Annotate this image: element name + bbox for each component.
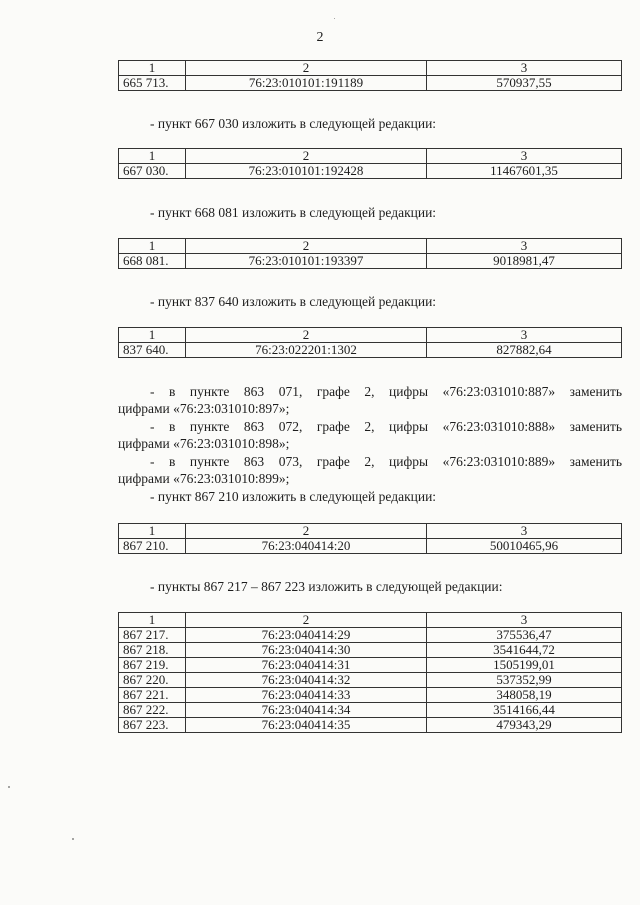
- table-header-row: [119, 613, 622, 628]
- cell-value: 375536,47: [427, 628, 622, 643]
- cell-value: 3514166,44: [427, 703, 622, 718]
- cell-value: 1505199,01: [427, 658, 622, 673]
- header-cell: 1: [119, 328, 186, 343]
- table-row: [119, 254, 622, 269]
- header-cell: 1: [119, 149, 186, 164]
- paragraph-item-867210: - пункт 867 210 изложить в следующей редакции:: [150, 489, 437, 504]
- header-cell: 1: [119, 613, 186, 628]
- paragraph-item-863071-line2: цифрами «76:23:031010:897»;: [118, 401, 290, 416]
- header-cell: 2: [186, 613, 427, 628]
- cell-item-number: 867 221.: [119, 688, 186, 703]
- header-cell: 3: [427, 149, 622, 164]
- header-cell: 2: [186, 61, 427, 76]
- paragraph-items-867217-867223: - пункты 867 217 – 867 223 изложить в следующей редакции:: [150, 579, 503, 594]
- paragraph-item-863071-line1: - в пункте 863 071, графе 2, цифры «76:23:031010:887» заменить: [150, 384, 622, 399]
- paragraph-item-837640: - пункт 837 640 изложить в следующей редакции:: [150, 294, 437, 309]
- cell-item-number: 867 217.: [119, 628, 186, 643]
- table-867217-867223: [118, 612, 622, 733]
- header-cell: 1: [119, 524, 186, 539]
- table-row: [119, 658, 622, 673]
- table-row: [119, 539, 622, 554]
- cell-value: 827882,64: [427, 343, 622, 358]
- table-row: [119, 643, 622, 658]
- cell-value: 537352,99: [427, 673, 622, 688]
- scan-speck: [8, 786, 10, 788]
- cell-value: 570937,55: [427, 76, 622, 91]
- header-cell: 2: [186, 328, 427, 343]
- cell-cadastral-number: 76:23:040414:31: [186, 658, 427, 673]
- scan-speck: [334, 18, 335, 19]
- cell-value: 11467601,35: [427, 164, 622, 179]
- table-row: [119, 628, 622, 643]
- cell-item-number: 837 640.: [119, 343, 186, 358]
- paragraph-item-863072-line1: - в пункте 863 072, графе 2, цифры «76:23:031010:888» заменить: [150, 419, 622, 434]
- header-cell: 3: [427, 61, 622, 76]
- header-cell: 2: [186, 239, 427, 254]
- cell-cadastral-number: 76:23:040414:34: [186, 703, 427, 718]
- table-667030: [118, 148, 622, 179]
- header-cell: 2: [186, 149, 427, 164]
- cell-cadastral-number: 76:23:040414:33: [186, 688, 427, 703]
- cell-cadastral-number: 76:23:040414:35: [186, 718, 427, 733]
- table-header-row: [119, 61, 622, 76]
- header-cell: 3: [427, 328, 622, 343]
- table-row: [119, 688, 622, 703]
- cell-item-number: 867 218.: [119, 643, 186, 658]
- table-row: [119, 164, 622, 179]
- cell-value: 348058,19: [427, 688, 622, 703]
- paragraph-item-863072-line2: цифрами «76:23:031010:898»;: [118, 436, 290, 451]
- table-header-row: [119, 239, 622, 254]
- table-668081: [118, 238, 622, 269]
- cell-item-number: 867 223.: [119, 718, 186, 733]
- cell-item-number: 665 713.: [119, 76, 186, 91]
- table-row: [119, 703, 622, 718]
- table-665713: [118, 60, 622, 91]
- cell-cadastral-number: 76:23:040414:32: [186, 673, 427, 688]
- cell-cadastral-number: 76:23:010101:192428: [186, 164, 427, 179]
- cell-item-number: 867 219.: [119, 658, 186, 673]
- cell-item-number: 867 222.: [119, 703, 186, 718]
- cell-item-number: 668 081.: [119, 254, 186, 269]
- scan-speck: [72, 838, 74, 840]
- cell-value: 479343,29: [427, 718, 622, 733]
- table-row: [119, 76, 622, 91]
- paragraph-item-863073-line2: цифрами «76:23:031010:899»;: [118, 471, 290, 486]
- page-number: 2: [316, 30, 324, 45]
- cell-item-number: 667 030.: [119, 164, 186, 179]
- paragraph-item-667030: - пункт 667 030 изложить в следующей редакции:: [150, 116, 437, 131]
- header-cell: 3: [427, 613, 622, 628]
- cell-cadastral-number: 76:23:022201:1302: [186, 343, 427, 358]
- cell-cadastral-number: 76:23:010101:193397: [186, 254, 427, 269]
- table-header-row: [119, 524, 622, 539]
- cell-item-number: 867 220.: [119, 673, 186, 688]
- header-cell: 1: [119, 61, 186, 76]
- table-row: [119, 343, 622, 358]
- table-837640: [118, 327, 622, 358]
- cell-cadastral-number: 76:23:010101:191189: [186, 76, 427, 91]
- table-header-row: [119, 149, 622, 164]
- cell-value: 50010465,96: [427, 539, 622, 554]
- table-header-row: [119, 328, 622, 343]
- table-867210: [118, 523, 622, 554]
- cell-cadastral-number: 76:23:040414:30: [186, 643, 427, 658]
- header-cell: 3: [427, 239, 622, 254]
- table-row: [119, 673, 622, 688]
- table-row: [119, 718, 622, 733]
- cell-cadastral-number: 76:23:040414:20: [186, 539, 427, 554]
- cell-item-number: 867 210.: [119, 539, 186, 554]
- header-cell: 2: [186, 524, 427, 539]
- cell-value: 9018981,47: [427, 254, 622, 269]
- cell-value: 3541644,72: [427, 643, 622, 658]
- paragraph-item-668081: - пункт 668 081 изложить в следующей редакции:: [150, 205, 437, 220]
- cell-cadastral-number: 76:23:040414:29: [186, 628, 427, 643]
- paragraph-item-863073-line1: - в пункте 863 073, графе 2, цифры «76:23:031010:889» заменить: [150, 454, 622, 469]
- header-cell: 3: [427, 524, 622, 539]
- header-cell: 1: [119, 239, 186, 254]
